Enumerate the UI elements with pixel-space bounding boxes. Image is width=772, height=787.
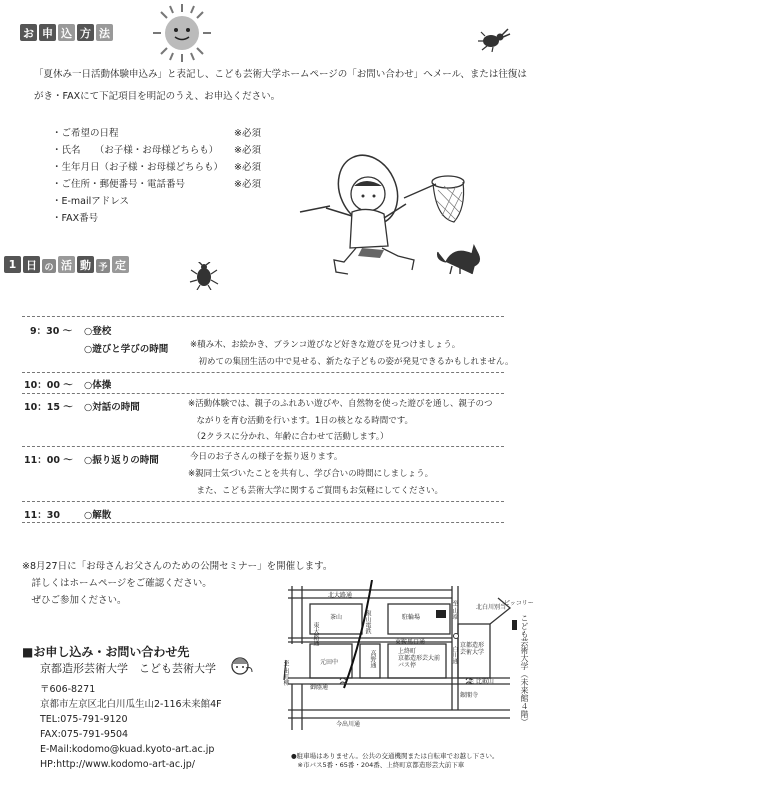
map-label: 至 出町柳 — [282, 660, 289, 686]
schedule-note: 初めての集団生活の中で見せる、新たな子どもの姿が発見できるかもしれません。 — [190, 357, 514, 367]
sun-illustration — [150, 2, 214, 64]
child-with-net-illustration — [296, 150, 486, 282]
heading-char: 方 — [77, 24, 94, 41]
map-label: 京都造形 芸術大学 — [460, 642, 485, 656]
heading-char: 定 — [112, 256, 129, 273]
schedule-activity: ○遊びと学びの時間 — [84, 344, 169, 355]
heading-char: お — [20, 24, 37, 41]
divider — [22, 501, 504, 502]
item-label: ・FAX番号 — [52, 213, 99, 224]
item-required: ※必須 — [234, 128, 261, 139]
contact-email-link[interactable]: E-Mail:kodomo@kuad.kyoto-art.ac.jp — [40, 744, 215, 755]
contact-hp-link[interactable]: HP:http://www.kodomo-art-ac.jp/ — [40, 759, 195, 770]
schedule-note: また、こども芸術大学に関するご質問もお気軽にしてください。 — [188, 486, 444, 496]
map-label: 白川通 — [451, 646, 458, 664]
map-label: 茶山 — [330, 614, 343, 621]
schedule-time: 10：00 ～ — [24, 380, 73, 391]
list-item — [52, 144, 261, 161]
schedule-note: ※積み木、お絵かき、ブランコ遊びなど好きな遊びを見つけましょう。 — [190, 340, 461, 350]
list-item — [52, 195, 223, 212]
heading-char: 動 — [77, 256, 94, 273]
map-label: ピッコリー — [504, 600, 534, 607]
list-item — [52, 178, 261, 195]
contact-tel: TEL:075-791-9120 — [40, 714, 128, 725]
schedule-time: 10：15 ～ — [24, 402, 73, 413]
map-note: ※市バス5番・65番・204番、上終町京都造形芸大前下車 — [291, 761, 465, 769]
heading-char: 活 — [58, 256, 75, 273]
schedule-note: ながりを育む活動を行います。1日の核となる時間です。 — [188, 416, 414, 426]
item-required: ※必須 — [234, 145, 261, 156]
map-label: こども芸術大学（未来館４階） — [520, 614, 529, 726]
apply-items-list — [52, 127, 261, 229]
map-label: 東大路通 — [312, 622, 319, 646]
map-note: ●駐車場はありません。公共の交通機関または自転車でお越し下さい。 — [291, 752, 499, 760]
schedule-time: 11：00 ～ — [24, 455, 73, 466]
heading-char: 込 — [58, 24, 75, 41]
heading-char: 法 — [96, 24, 113, 41]
list-item — [52, 127, 261, 144]
schedule-note: 今日のお子さんの様子を振り返ります。 — [190, 452, 343, 462]
schedule-time: 11：30 — [24, 510, 60, 521]
heading-char: 1 — [4, 256, 21, 273]
item-required: ※必須 — [234, 179, 261, 190]
divider — [22, 372, 504, 373]
map-label: 叡山電鉄 — [364, 610, 371, 634]
item-label: ・ご住所・郵便番号・電話番号 — [52, 179, 186, 190]
seminar-note: ※8月27日に「お母さんお父さんのための公開セミナー」を開催します。 — [22, 561, 333, 572]
map-label: 今出川通 — [336, 721, 361, 728]
heading-char: 申 — [39, 24, 56, 41]
seminar-note: 詳しくはホームページをご確認ください。 — [22, 578, 212, 589]
contact-org: 京都造形芸術大学 こども芸術大学 — [40, 662, 216, 675]
item-required: ※必須 — [234, 162, 261, 173]
apply-heading — [20, 24, 113, 41]
contact-address: 京都市左京区北白川瓜生山2-116未来館4F — [40, 699, 222, 710]
map-label: 北大路通 — [328, 592, 353, 599]
schedule-activity: ○解散 — [84, 510, 112, 521]
map-label: 元田中 — [320, 659, 339, 666]
map-label: 駐輪場 — [402, 614, 421, 621]
heading-char: の — [42, 259, 56, 273]
item-label: ・E-mailアドレス — [52, 196, 130, 207]
map-label: 銀閣寺 — [460, 692, 479, 699]
list-item — [52, 212, 223, 229]
schedule-note: ※活動体験では、親子のふれあい遊びや、自然物を使った遊びを通し、親子のつ — [188, 399, 493, 409]
beetle-icon — [188, 262, 222, 290]
divider — [22, 522, 504, 523]
contact-heading: ■お申し込み・お問い合わせ先 — [22, 645, 190, 659]
schedule-activity: ○登校 — [84, 326, 112, 337]
contact-details — [40, 682, 222, 772]
item-label: ・生年月日（お子様・お母様どちらも） — [52, 162, 224, 173]
map-label: 東鞍馬口通 — [395, 639, 426, 646]
map-label: 御蔭通 — [310, 684, 329, 691]
access-map — [280, 580, 540, 748]
schedule-activity: ○対話の時間 — [84, 402, 140, 413]
seminar-note: ぜひご参加ください。 — [22, 595, 127, 606]
schedule-activity: ○振り返りの時間 — [84, 455, 159, 466]
schedule-note: ※親同士気づいたことを共有し、学び合いの時間にしましょう。 — [188, 469, 434, 479]
map-label: 上終町 京都造形芸大前 バス停 — [398, 648, 441, 669]
map-label: 北白川別当 — [476, 604, 507, 611]
map-label: 至 比叡山 — [468, 678, 494, 685]
item-label: ・氏名 （お子様・お母様どちらも） — [52, 145, 219, 156]
divider — [22, 393, 504, 394]
divider — [22, 316, 504, 317]
schedule-time: 9：30 ～ — [30, 326, 73, 337]
mascot-icon — [228, 654, 254, 678]
beetle-icon — [477, 26, 511, 52]
schedule-activity: ○体操 — [84, 380, 112, 391]
item-label: ・ご希望の日程 — [52, 128, 119, 139]
contact-fax: FAX:075-791-9504 — [40, 729, 129, 740]
map-label: 至 山端 — [451, 600, 458, 620]
contact-postal: 〒606-8271 — [40, 684, 96, 695]
heading-char: 予 — [96, 259, 110, 273]
map-label: 高野通 — [369, 650, 376, 668]
apply-intro-line: がき・FAXにて下記項目を明記のうえ、お申込ください。 — [34, 91, 281, 102]
list-item — [52, 161, 261, 178]
schedule-note: （2クラスに分かれ、年齢に合わせて活動します。） — [188, 432, 389, 442]
divider — [22, 446, 504, 447]
heading-char: 日 — [23, 256, 40, 273]
schedule-heading — [4, 256, 129, 273]
apply-intro-line: 「夏休み一日活動体験申込み」と表記し、こども芸術大学ホームページの「お問い合わせ」へメール、または往復は — [34, 69, 527, 80]
